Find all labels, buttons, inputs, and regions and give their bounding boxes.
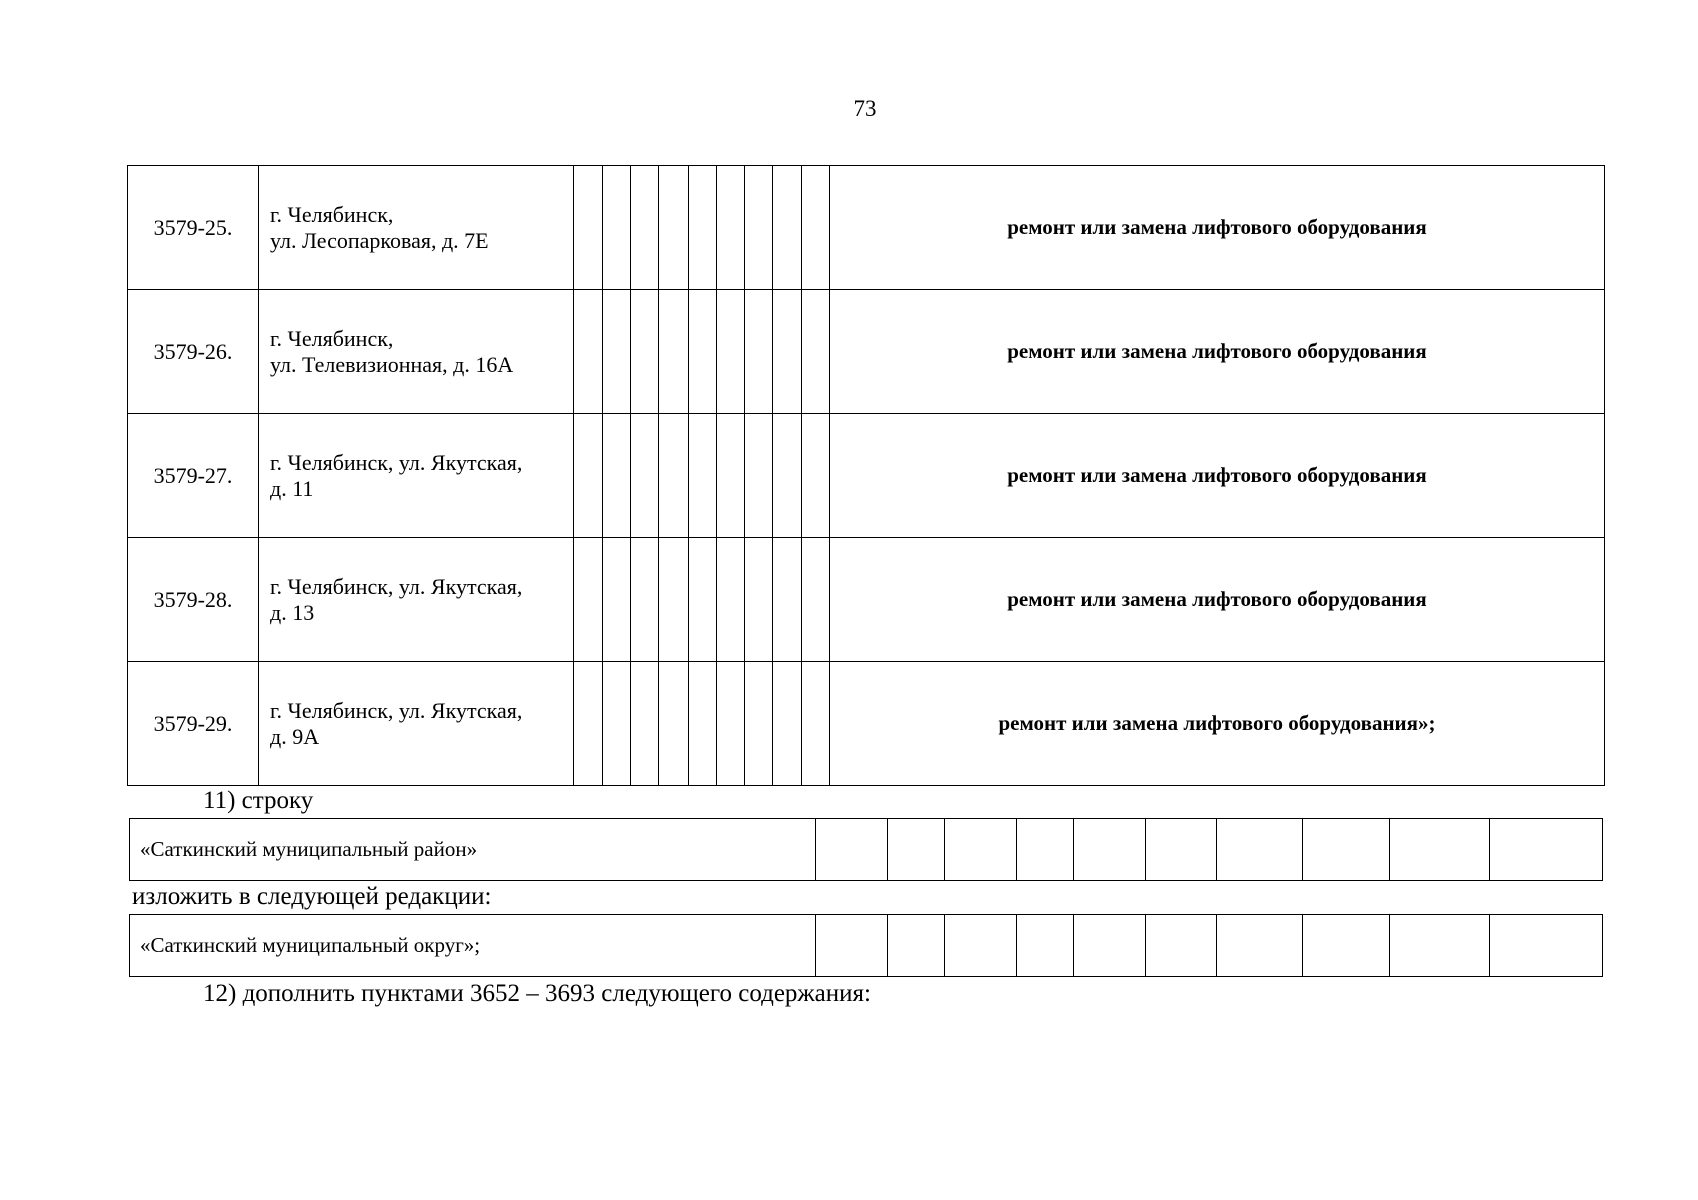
- empty-cell: [745, 538, 773, 662]
- empty-cell: [717, 166, 745, 290]
- address-line-1: г. Челябинск,: [270, 201, 394, 227]
- empty-cell: [631, 166, 659, 290]
- table-row: [128, 662, 1605, 786]
- row-work-type: ремонт или замена лифтового оборудования: [830, 538, 1605, 662]
- empty-cell: [745, 414, 773, 538]
- empty-cell: [603, 662, 631, 786]
- page-number: 73: [853, 96, 877, 121]
- empty-cell: [603, 414, 631, 538]
- empty-cell: [802, 414, 830, 538]
- empty-cell: [603, 166, 631, 290]
- empty-cell: [631, 414, 659, 538]
- empty-cell: [659, 290, 689, 414]
- empty-cell: [574, 538, 603, 662]
- row-number: 3579-29.: [128, 662, 259, 786]
- empty-cell: [717, 290, 745, 414]
- row-number: 3579-26.: [128, 290, 259, 414]
- empty-cell: [802, 538, 830, 662]
- empty-cell: [717, 662, 745, 786]
- new-row-name: «Саткинский муниципальный округ»;: [130, 915, 816, 977]
- row-work-type: ремонт или замена лифтового оборудования: [830, 166, 1605, 290]
- table-row: [128, 538, 1605, 662]
- table-row: [128, 166, 1605, 290]
- empty-cell: [574, 662, 603, 786]
- empty-cell: [659, 414, 689, 538]
- row-work-type: ремонт или замена лифтового оборудования: [830, 290, 1605, 414]
- empty-cell: [689, 414, 717, 538]
- empty-cell: [802, 662, 830, 786]
- row-work-type: ремонт или замена лифтового оборудования»;: [830, 662, 1605, 786]
- empty-cell: [745, 290, 773, 414]
- empty-cell: [631, 662, 659, 786]
- empty-cell: [574, 166, 603, 290]
- row-address: [259, 538, 574, 662]
- row-work-type: ремонт или замена лифтового оборудования: [830, 414, 1605, 538]
- empty-cell: [802, 166, 830, 290]
- works-table: [127, 165, 1605, 786]
- empty-cell: [689, 662, 717, 786]
- empty-cell: [659, 166, 689, 290]
- empty-cell: [689, 166, 717, 290]
- empty-cell: [773, 662, 802, 786]
- empty-cell: [689, 290, 717, 414]
- address-line-2: ул. Лесопарковая, д. 7Е: [270, 227, 489, 253]
- empty-cell: [631, 290, 659, 414]
- empty-cell: [689, 538, 717, 662]
- empty-cell: [745, 662, 773, 786]
- address-line-2: д. 9А: [270, 723, 320, 749]
- row-number: 3579-25.: [128, 166, 259, 290]
- empty-cell: [773, 538, 802, 662]
- address-line-1: г. Челябинск,: [270, 325, 394, 351]
- row-address: [259, 414, 574, 538]
- old-row-name: «Саткинский муниципальный район»: [130, 819, 816, 881]
- empty-cell: [773, 290, 802, 414]
- row-address: [259, 290, 574, 414]
- empty-cell: [659, 662, 689, 786]
- empty-cell: [802, 290, 830, 414]
- table-row: [128, 290, 1605, 414]
- row-address: [259, 166, 574, 290]
- row-address: [259, 662, 574, 786]
- address-line-2: д. 13: [270, 599, 315, 625]
- empty-cell: [717, 538, 745, 662]
- new-row-table: [129, 914, 1603, 977]
- address-line-1: г. Челябинск, ул. Якутская,: [270, 449, 523, 475]
- address-line-1: г. Челябинск, ул. Якутская,: [270, 697, 523, 723]
- row-number: 3579-27.: [128, 414, 259, 538]
- paragraph-11: 11) строку: [203, 787, 314, 814]
- old-row-table: [129, 818, 1603, 881]
- empty-cell: [574, 414, 603, 538]
- empty-cell: [603, 290, 631, 414]
- empty-cell: [717, 414, 745, 538]
- empty-cell: [603, 538, 631, 662]
- table-row: [128, 414, 1605, 538]
- empty-cell: [773, 414, 802, 538]
- empty-cell: [659, 538, 689, 662]
- address-line-2: ул. Телевизионная, д. 16А: [270, 351, 514, 377]
- paragraph-replace: изложить в следующей редакции:: [132, 883, 492, 910]
- address-line-1: г. Челябинск, ул. Якутская,: [270, 573, 523, 599]
- empty-cell: [631, 538, 659, 662]
- address-line-2: д. 11: [270, 475, 314, 501]
- paragraph-12: 12) дополнить пунктами 3652 – 3693 следующего содержания:: [203, 980, 871, 1007]
- empty-cell: [745, 166, 773, 290]
- row-number: 3579-28.: [128, 538, 259, 662]
- empty-cell: [773, 166, 802, 290]
- empty-cell: [574, 290, 603, 414]
